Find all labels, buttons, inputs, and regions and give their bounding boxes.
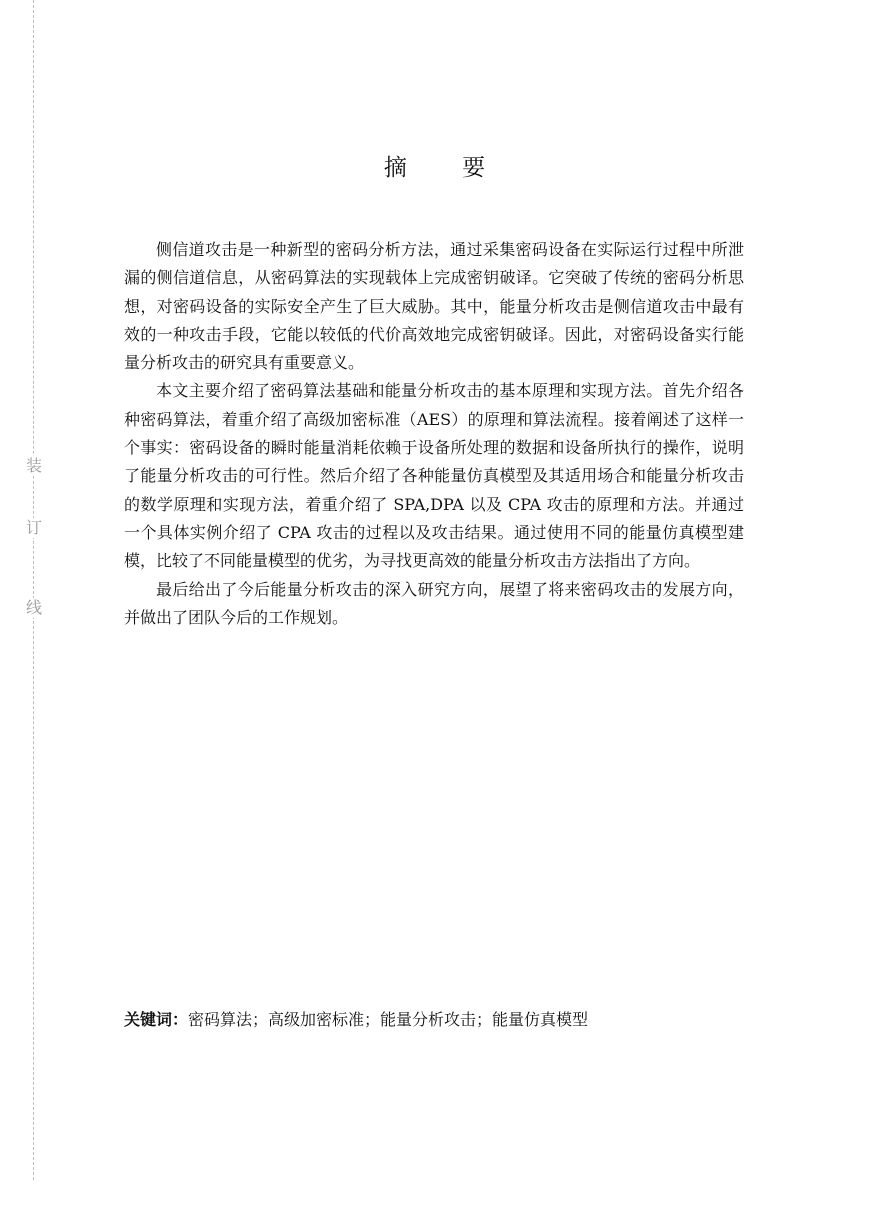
- binding-char-ding: 订: [25, 518, 42, 537]
- keywords-label: 关键词：: [124, 1010, 189, 1029]
- abstract-paragraph-1: 侧信道攻击是一种新型的密码分析方法，通过采集密码设备在实际运行过程中所泄漏的侧信道信息，从密码算法的实现载体上完成密钥破译。它突破了传统的密码分析思想，对密码设备的实际安全产生了巨大威胁。其中，能量分析攻击是侧信道攻击中最有效的一种攻击手段，它能以较低的代价高效地完成密钥破译。因此，对密码设备实行能量分析攻击的研究具有重要意义。: [124, 240, 744, 373]
- keywords-text: 密码算法；高级加密标准；能量分析攻击；能量仿真模型: [188, 1010, 589, 1029]
- abstract-body: [124, 236, 744, 632]
- binding-char-zhuang: 装: [25, 456, 42, 475]
- abstract-paragraph-2: 本文主要介绍了密码算法基础和能量分析攻击的基本原理和实现方法。首先介绍各种密码算法，着重介绍了高级加密标准（AES）的原理和算法流程。接着阐述了这样一个事实：密码设备的瞬时能量消耗依赖于设备所处理的数据和设备所执行的操作，说明了能量分析攻击的可行性。然后介绍了各种能量仿真模型及其适用场合和能量分析攻击的数学原理和实现方法，着重介绍了 SPA,DPA 以及 CPA 攻击的原理和方法。并通过一个具体实例介绍了 CPA 攻击的过程以及攻击结果。通过使用不同的能量仿真模型建模，比较了不同能量模型的优劣，为寻找更高效的能量分析攻击方法指出了方向。: [124, 381, 744, 571]
- keywords-line: [124, 1006, 744, 1034]
- abstract-paragraph-3: 最后给出了今后能量分析攻击的深入研究方向，展望了将来密码攻击的发展方向，并做出了团队今后的工作规划。: [124, 579, 744, 627]
- page-title: 摘 要: [383, 155, 510, 181]
- binding-char-xian: 线: [25, 598, 42, 617]
